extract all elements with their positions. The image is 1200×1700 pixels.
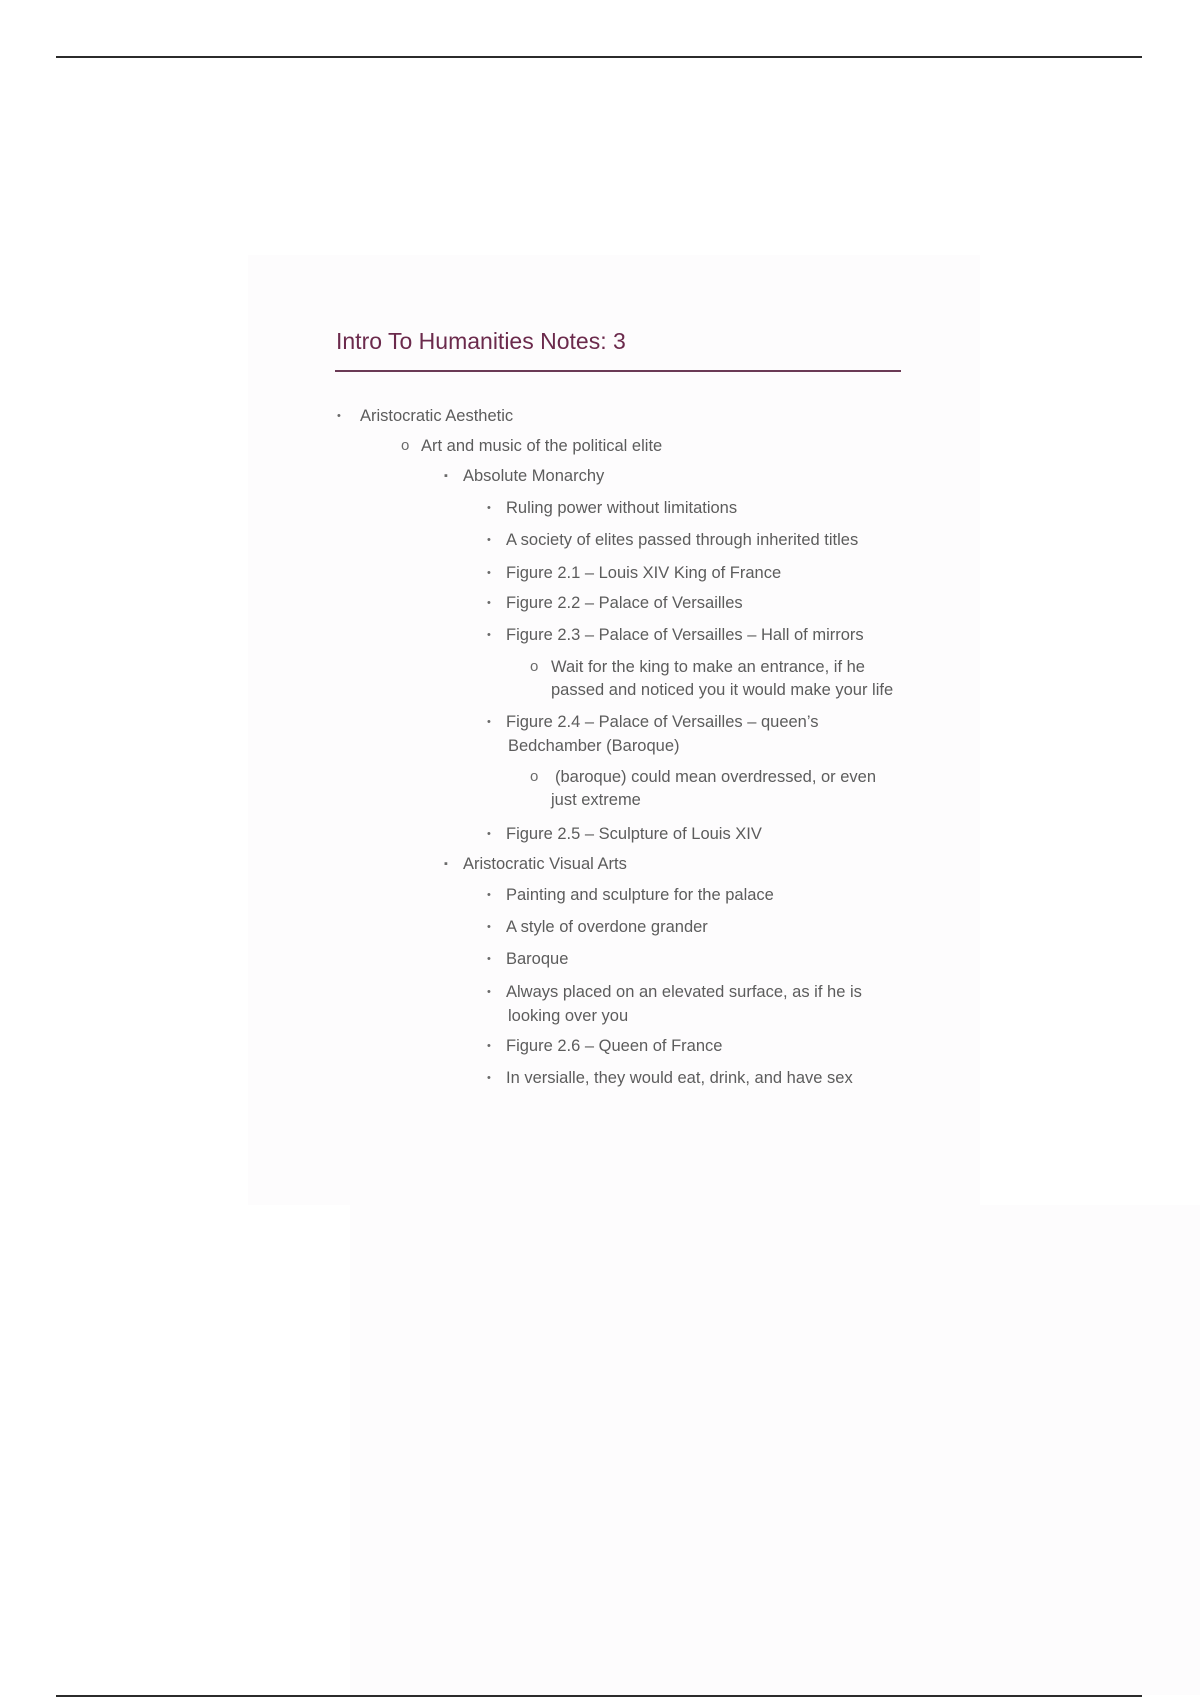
list-item: Ruling power without limitations bbox=[506, 499, 738, 517]
sub-note-line: just extreme bbox=[551, 791, 641, 809]
bullet-marker: ▪ bbox=[444, 470, 448, 482]
list-item: Baroque bbox=[506, 950, 569, 968]
bullet-marker: • bbox=[487, 716, 491, 728]
bullet-marker: • bbox=[487, 629, 491, 641]
bullet-marker: • bbox=[487, 534, 491, 546]
list-item: Figure 2.6 – Queen of France bbox=[506, 1037, 723, 1055]
top-border-line bbox=[56, 56, 1142, 58]
list-item: A society of elites passed through inherited titles bbox=[506, 531, 859, 549]
bullet-marker: ▪ bbox=[444, 858, 448, 870]
bullet-marker: • bbox=[487, 921, 491, 933]
bullet-marker: o bbox=[530, 768, 539, 785]
bullet-marker: • bbox=[487, 567, 491, 579]
bullet-marker: • bbox=[487, 889, 491, 901]
page-shade bbox=[350, 1205, 1200, 1695]
outline-item-aristocratic-aesthetic: Aristocratic Aesthetic bbox=[360, 407, 514, 425]
list-item: Figure 2.1 – Louis XIV King of France bbox=[506, 564, 782, 582]
bullet-marker: • bbox=[487, 953, 491, 965]
list-item: Figure 2.4 – Palace of Versailles – queen’s bbox=[506, 713, 819, 731]
list-item: Always placed on an elevated surface, as if he is bbox=[506, 983, 862, 1001]
list-item: A style of overdone grander bbox=[506, 918, 708, 936]
bullet-marker: • bbox=[487, 597, 491, 609]
list-item: In versialle, they would eat, drink, and have sex bbox=[506, 1069, 853, 1087]
list-item: Figure 2.2 – Palace of Versailles bbox=[506, 594, 743, 612]
bullet-marker: o bbox=[401, 437, 410, 454]
list-item: Figure 2.5 – Sculpture of Louis XIV bbox=[506, 825, 762, 843]
list-item: Painting and sculpture for the palace bbox=[506, 886, 774, 904]
outline-item-absolute-monarchy: Absolute Monarchy bbox=[463, 467, 605, 485]
outline-item-visual-arts: Aristocratic Visual Arts bbox=[463, 855, 627, 873]
sub-note-line: Wait for the king to make an entrance, if he bbox=[551, 658, 865, 676]
bullet-marker: • bbox=[487, 986, 491, 998]
title-underline bbox=[335, 370, 901, 372]
bullet-marker: • bbox=[487, 828, 491, 840]
list-item-continuation: Bedchamber (Baroque) bbox=[508, 737, 680, 755]
bullet-marker: • bbox=[337, 410, 341, 422]
document-title: Intro To Humanities Notes: 3 bbox=[336, 328, 626, 354]
sub-note-line: (baroque) could mean overdressed, or even bbox=[555, 768, 877, 786]
outline-item-art-music: Art and music of the political elite bbox=[421, 437, 663, 455]
bullet-marker: • bbox=[487, 502, 491, 514]
list-item: Figure 2.3 – Palace of Versailles – Hall of mirrors bbox=[506, 626, 864, 644]
list-item-continuation: looking over you bbox=[508, 1007, 629, 1025]
bullet-marker: o bbox=[530, 658, 539, 675]
sub-note-line: passed and noticed you it would make your life bbox=[551, 681, 894, 699]
bullet-marker: • bbox=[487, 1040, 491, 1052]
bullet-marker: • bbox=[487, 1072, 491, 1084]
bottom-border-line bbox=[56, 1695, 1142, 1697]
